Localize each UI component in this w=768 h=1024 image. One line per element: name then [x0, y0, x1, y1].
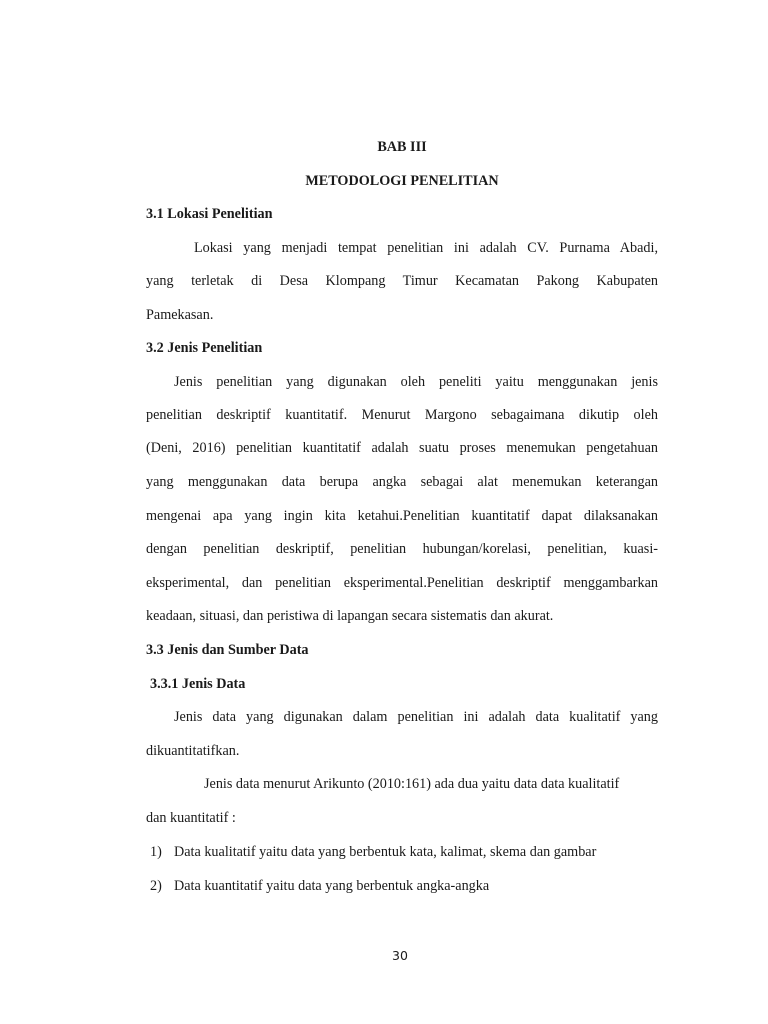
- paragraph-line: keadaan, situasi, dan peristiwa di lapangan secara sistematis dan akurat.: [146, 608, 554, 624]
- paragraph-line: Pamekasan.: [146, 307, 214, 323]
- paragraph-line: yang menggunakan data berupa angka sebagai alat menemukan keterangan: [146, 474, 658, 490]
- paragraph-line: dengan penelitian deskriptif, penelitian hubungan/korelasi, penelitian, kuasi-: [146, 541, 658, 557]
- subsection-heading-3-3-1: 3.3.1 Jenis Data: [150, 676, 246, 692]
- list-item-number: 1): [150, 844, 162, 860]
- section-heading-3-2: 3.2 Jenis Penelitian: [146, 340, 263, 356]
- list-item-text: Data kualitatif yaitu data yang berbentuk kata, kalimat, skema dan gambar: [174, 844, 597, 860]
- list-item-number: 2): [150, 878, 162, 894]
- section-heading-3-3: 3.3 Jenis dan Sumber Data: [146, 642, 309, 658]
- paragraph-line: dan kuantitatif :: [146, 810, 236, 826]
- paragraph-line: yang terletak di Desa Klompang Timur Kecamatan Pakong Kabupaten: [146, 273, 658, 289]
- paragraph-line: (Deni, 2016) penelitian kuantitatif adalah suatu proses menemukan pengetahuan: [146, 440, 658, 456]
- paragraph-line: mengenai apa yang ingin kita ketahui.Penelitian kuantitatif dapat dilaksanakan: [146, 508, 658, 524]
- section-heading-3-1: 3.1 Lokasi Penelitian: [146, 206, 273, 222]
- paragraph-line: Jenis data menurut Arikunto (2010:161) ada dua yaitu data data kualitatif: [204, 776, 620, 792]
- paragraph-line: dikuantitatifkan.: [146, 743, 240, 759]
- paragraph-line: eksperimental, dan penelitian eksperimental.Penelitian deskriptif menggambarkan: [146, 575, 658, 591]
- paragraph-line: Jenis penelitian yang digunakan oleh peneliti yaitu menggunakan jenis: [174, 374, 658, 390]
- paragraph-line: penelitian deskriptif kuantitatif. Menurut Margono sebagaimana dikutip oleh: [146, 407, 658, 423]
- paragraph-line: Lokasi yang menjadi tempat penelitian ini adalah CV. Purnama Abadi,: [194, 240, 658, 256]
- paragraph-line: Jenis data yang digunakan dalam penelitian ini adalah data kualitatif yang: [174, 709, 658, 725]
- list-item-text: Data kuantitatif yaitu data yang berbentuk angka-angka: [174, 878, 490, 894]
- chapter-label: BAB III: [377, 139, 427, 155]
- chapter-title: METODOLOGI PENELITIAN: [305, 173, 499, 189]
- page-number: 30: [392, 948, 408, 963]
